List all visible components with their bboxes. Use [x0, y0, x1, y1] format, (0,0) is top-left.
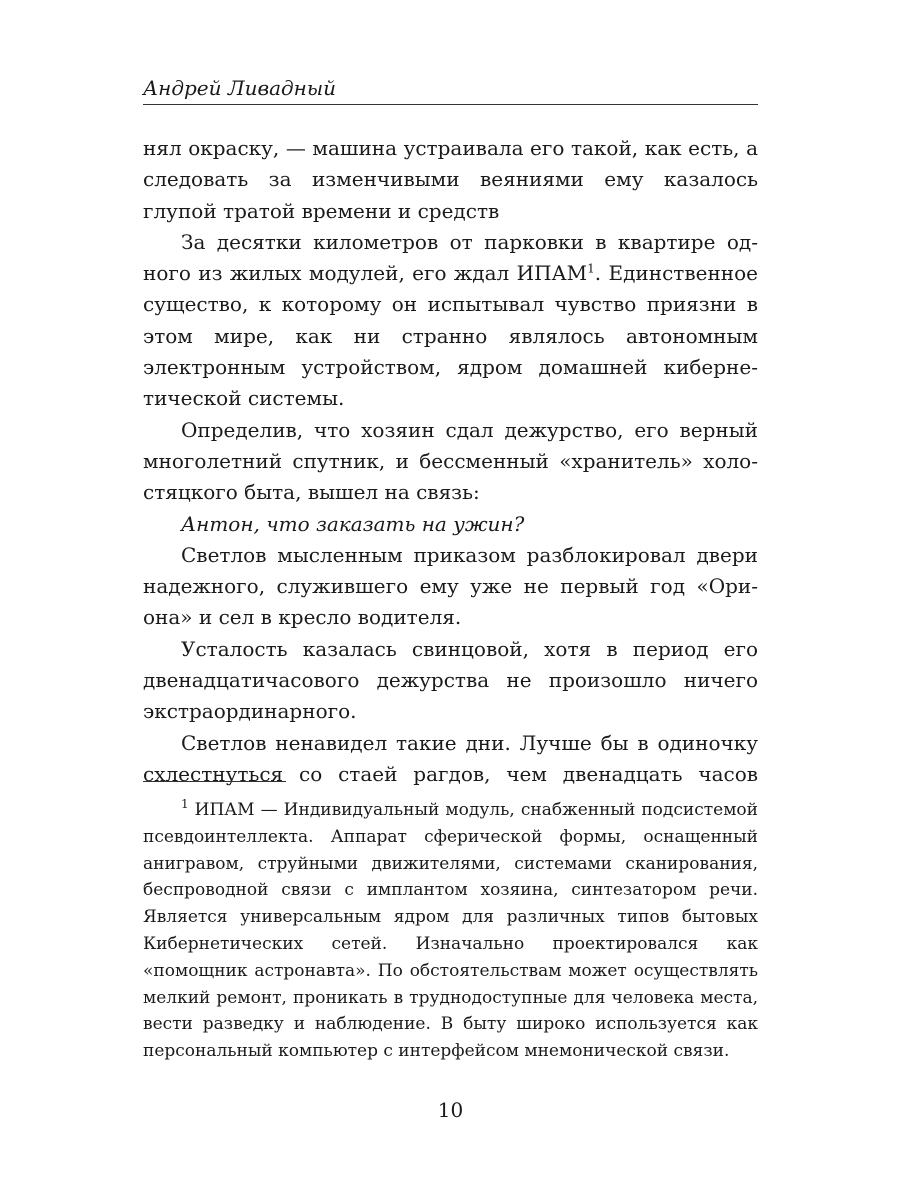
main-text [143, 133, 758, 790]
footnote-rule [143, 781, 286, 782]
paragraph-2-text: За десятки километров от парковки в квартире одного из жилых модулей, его ждал ИПАМ [143, 229, 758, 286]
footnote-mark: 1 [181, 797, 189, 812]
running-header [143, 74, 758, 102]
header-rule [143, 104, 758, 105]
footnote-reference: 1 [587, 261, 595, 276]
paragraph-3: Определив, что хозяин сдал дежурство, его верный многолетний спутник, и бессменный «хранитель» холостяцкого быта, вышел на связь: [143, 417, 758, 505]
page-number: 10 [437, 1098, 464, 1122]
book-page [143, 0, 758, 1200]
paragraph-5: Светлов мысленным приказом разблокировал двери надежного, служившего ему уже не первый год «Ориона» и сел в кресло водителя. [143, 542, 758, 630]
paragraph-1: нял окраску, — машина устраивала его такой, как есть, а следовать за изменчивыми веяниями ему казалось глупой тратой времени и средств [143, 136, 758, 223]
footnote [143, 797, 758, 1065]
paragraph-2 [143, 227, 758, 415]
paragraph-6: Усталость казалась свинцовой, хотя в период его двенадцатичасового дежурства не произошло ничего экстраординарного. [143, 636, 758, 724]
paragraph-7: Светлов ненавидел такие дни. Лучше бы в одиночку схлестнуться со стаей рагдов, чем двенадцать часов [143, 730, 758, 786]
telepathic-message: Антон, что заказать на ужин? [181, 511, 525, 536]
footnote-text: ИПАМ — Индивидуальный модуль, снабженный подсистемой псевдоинтеллекта. Аппарат сферической формы, оснащенный анигравом, струйными движителями, системами сканирования, беспроводной связи с имплантом хозяина, синтезатором речи. Является универсальным ядром для различных типов бытовых Кибернетических сетей. Изначально проектировался как «помощник астронавта». По обстоятельствам может осуществлять мелкий ремонт, проникать в труднодоступные для человека места, вести разведку и наблюдение. В быту широко используется как персональный компьютер с интерфейсом мнемонической связи. [143, 800, 758, 1062]
paragraph-2-continuation: . Единственное существо, к которому он испытывал чувство приязни в этом мире, как ни странно являлось автономным электронным устройством, ядром домашней кибернетической системы. [143, 261, 758, 411]
author-name: Андрей Ливадный [143, 76, 337, 100]
